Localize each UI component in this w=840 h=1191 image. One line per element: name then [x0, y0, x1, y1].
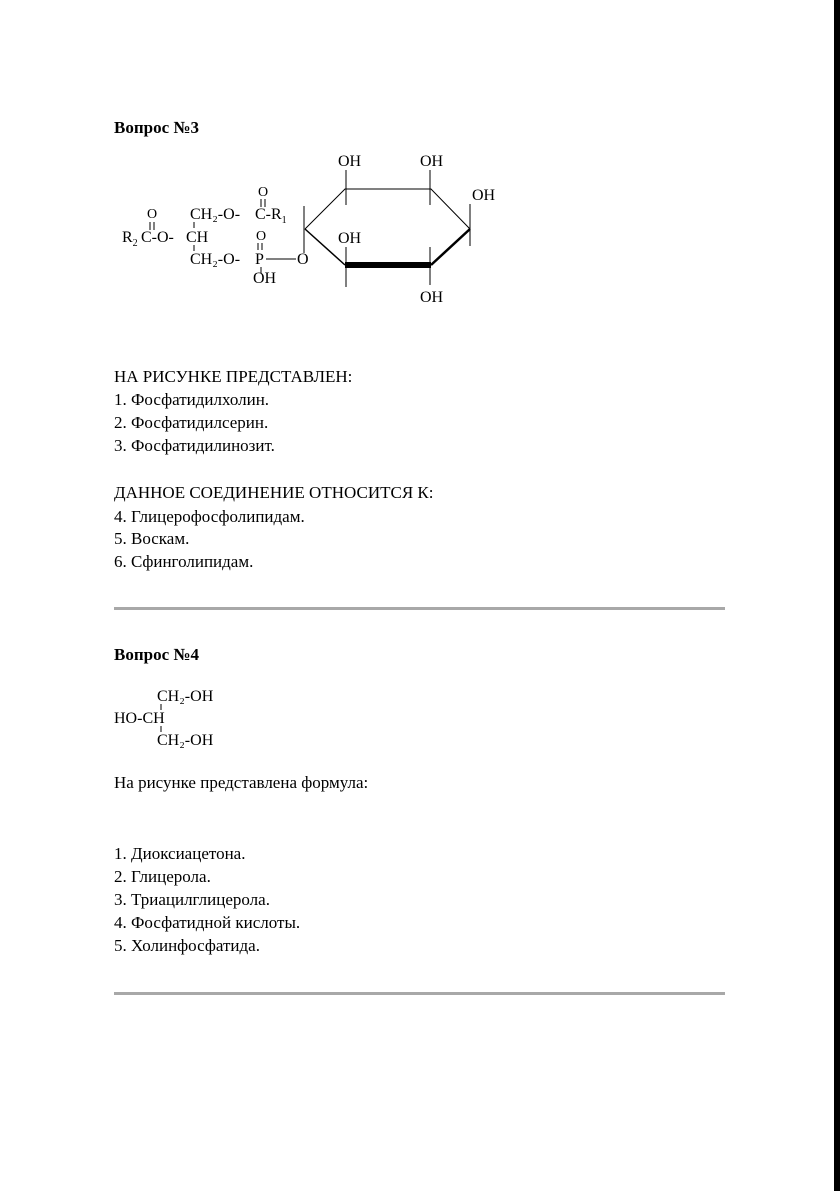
question-3-title: Вопрос №3	[114, 118, 199, 137]
ch2-o-bottom: CH₂-O-	[190, 251, 241, 268]
question-4-option-3: 3. Триацилглицерола.	[114, 890, 270, 909]
ring-oh-4: OH	[338, 230, 362, 247]
phosphoryl-o: O	[256, 229, 267, 244]
question-3-option-4: 4. Глицерофосфолипидам.	[114, 507, 305, 526]
question-4-title: Вопрос №4	[114, 645, 199, 664]
r2-label: $R_2$	[122, 229, 138, 249]
ring-oh-1: OH	[338, 153, 362, 170]
phosphorus: P	[255, 251, 264, 268]
question-3-option-2: 2. Фосфатидилсерин.	[114, 413, 269, 432]
question-4-option-1: 1. Диоксиацетона.	[114, 844, 246, 863]
question-3-option-3: 3. Фосфатидилинозит.	[114, 436, 275, 455]
question-3-prompt-2: ДАННОЕ СОЕДИНЕНИЕ ОТНОСИТСЯ К:	[114, 483, 434, 502]
question-3-option-1: 1. Фосфатидилхолин.	[114, 390, 270, 409]
glycerol-line-3: CH₂-OH	[157, 732, 214, 749]
question-4-option-5: 5. Холинфосфатида.	[114, 936, 260, 955]
ring-oh-3: OH	[472, 187, 496, 204]
carbonyl-o-right: O	[258, 185, 269, 200]
carbonyl-o-left: O	[147, 207, 158, 222]
phosphate-oh: OH	[253, 270, 277, 287]
glycerol-line-2: HO-CH	[114, 710, 165, 727]
question-3-prompt-1: НА РИСУНКЕ ПРЕДСТАВЛЕН:	[114, 367, 353, 386]
question-4-option-2: 2. Глицерола.	[114, 867, 211, 886]
c-r1-label: $C-R_1$	[255, 206, 287, 226]
ch-center: CH	[186, 229, 209, 246]
question-3-option-5: 5. Воскам.	[114, 529, 190, 548]
question-4-prompt: На рисунке представлена формула:	[114, 773, 369, 792]
ring-oh-2: OH	[420, 153, 444, 170]
glycerol-line-1: CH₂-OH	[157, 688, 214, 705]
question-4-option-4: 4. Фосфатидной кислоты.	[114, 913, 301, 932]
c-o-label: C-O-	[141, 229, 174, 246]
ester-oxygen: O	[297, 251, 309, 268]
divider-2	[114, 992, 725, 995]
ring-oh-5: OH	[420, 289, 444, 306]
question-3-option-6: 6. Сфинголипидам.	[114, 552, 254, 571]
ch2-o-top: CH₂-O-	[190, 206, 241, 223]
